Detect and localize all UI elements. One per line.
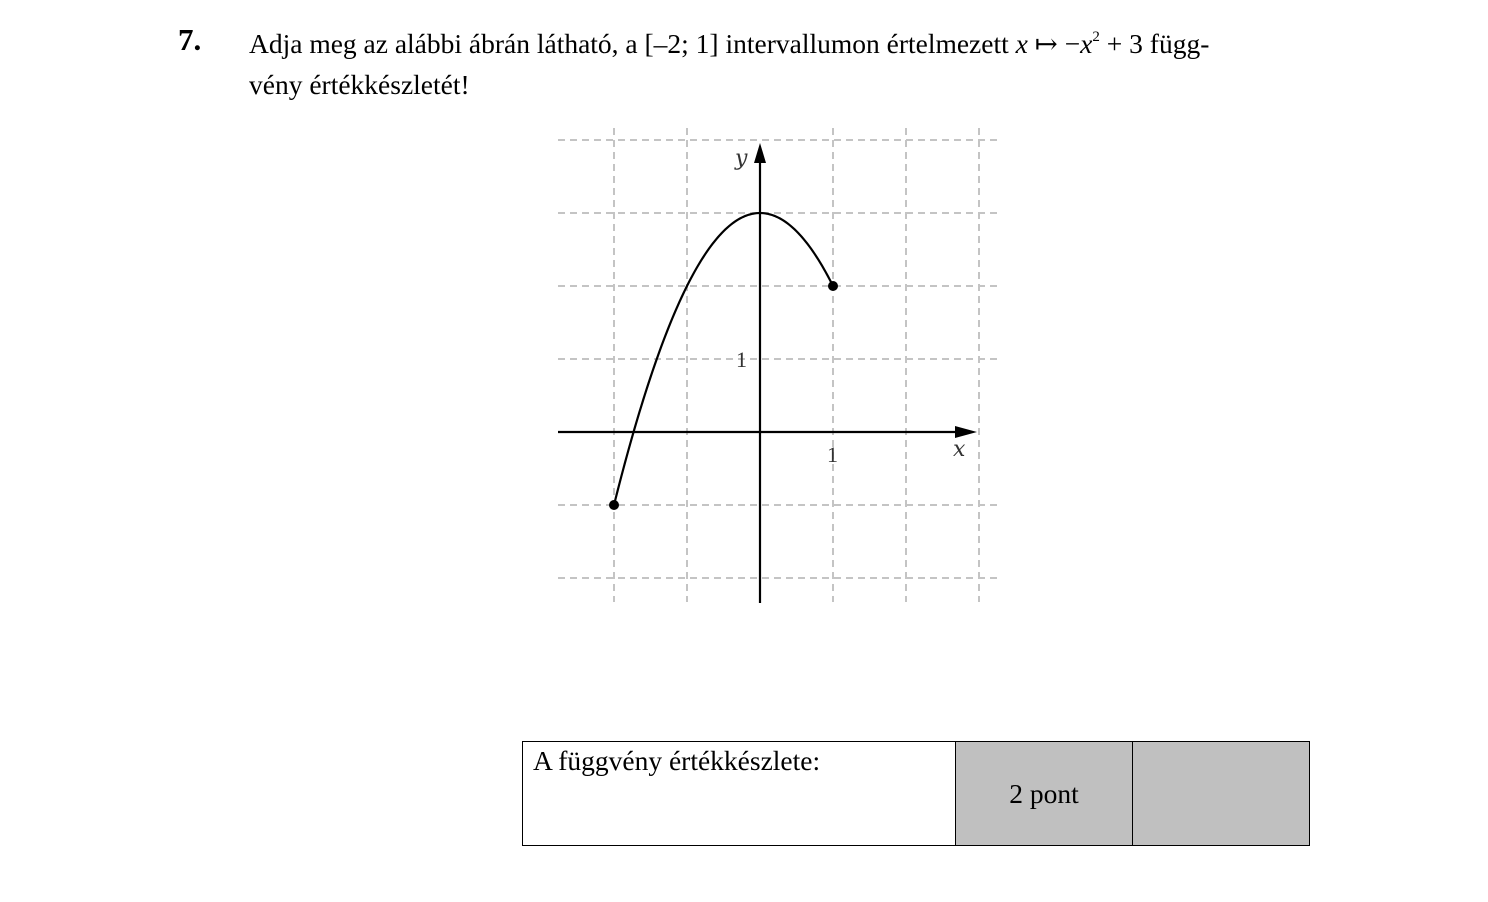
question-line-2: vény értékkészletét!: [249, 69, 470, 100]
y-tick-label: 1: [736, 347, 747, 372]
endpoint-2: [828, 281, 838, 291]
formula-x2: x: [1080, 28, 1093, 59]
grid: [558, 128, 1002, 602]
question-line-1-text: Adja meg az alábbi ábrán látható, a [–2; 1] intervallumon értelmezett: [249, 28, 1009, 59]
y-axis-label: y: [735, 146, 748, 171]
x-axis-label: x: [953, 437, 966, 462]
endpoint-1: [609, 500, 619, 510]
formula-arrow: ↦ −: [1027, 28, 1081, 59]
graph-svg: [555, 125, 1005, 605]
function-graph: [555, 125, 1005, 605]
score-cell: [1133, 742, 1310, 846]
formula-exponent: 2: [1092, 29, 1100, 45]
formula-x: x: [1015, 28, 1028, 59]
question-number: 7.: [178, 22, 202, 57]
points-cell: [956, 742, 1133, 846]
endpoints: [609, 281, 838, 510]
answer-field[interactable]: [523, 742, 956, 846]
question-line-1-end: függ-: [1149, 28, 1210, 59]
x-tick-label: 1: [827, 442, 838, 467]
answer-table: [522, 741, 1310, 846]
formula-rest: + 3: [1099, 28, 1143, 59]
question-line-1: [249, 26, 1319, 67]
y-axis-arrow-icon: [754, 143, 766, 163]
points-label: 2 pont: [1009, 777, 1079, 809]
answer-label: A függvény értékkészlete:: [533, 745, 821, 776]
question-text: [249, 26, 1319, 103]
formula: [1016, 28, 1150, 59]
